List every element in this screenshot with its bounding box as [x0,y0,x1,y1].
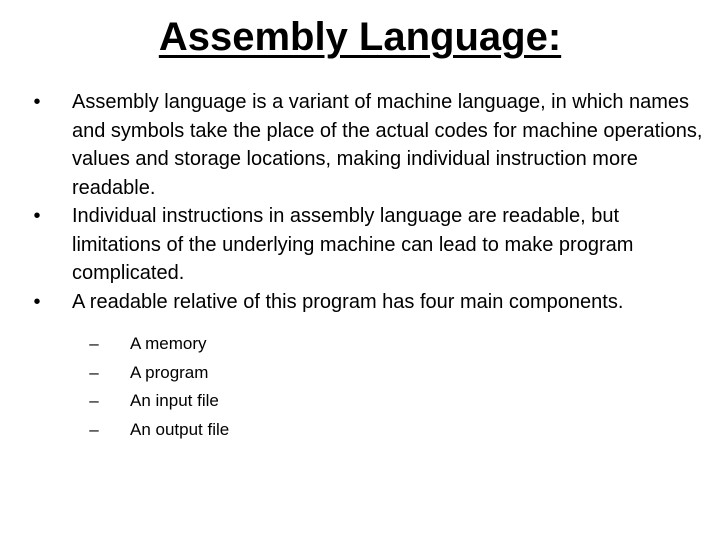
sub-bullet-item [72,387,710,416]
bullet-marker: • [33,205,41,227]
sub-bullet-item [72,330,710,359]
sub-bullet-text: A memory [130,334,207,353]
sub-bullet-text: An output file [130,419,230,439]
bullet-item [30,288,710,445]
bullet-text: A readable relative of this program has four main components. [72,290,624,313]
bullet-marker: • [33,91,41,113]
sub-bullet-marker: – [89,391,99,410]
slide-title [0,8,720,66]
bullet-marker: • [33,290,41,313]
bullet-list [30,88,710,444]
sub-bullet-item [72,416,710,445]
sub-bullet-marker: – [89,362,99,382]
bullet-item [30,202,710,288]
sub-bullet-text: A program [130,362,209,382]
sub-bullet-list [72,330,710,444]
bullet-item [30,88,710,202]
bullet-text: Individual instructions in assembly language are readable, but limitations of the underlying machine can lead to make program complicated. [72,205,634,284]
sub-bullet-marker: – [89,334,99,353]
sub-bullet-text: An input file [130,391,219,410]
sub-bullet-marker: – [89,419,99,439]
bullet-text: Assembly language is a variant of machine language, in which names and symbols take the place of the actual codes for machine operations, values and storage locations, making individual instruction more readable. [72,91,703,199]
sub-bullet-item [72,359,710,388]
slide-title-text: Assembly Language: [158,15,562,59]
